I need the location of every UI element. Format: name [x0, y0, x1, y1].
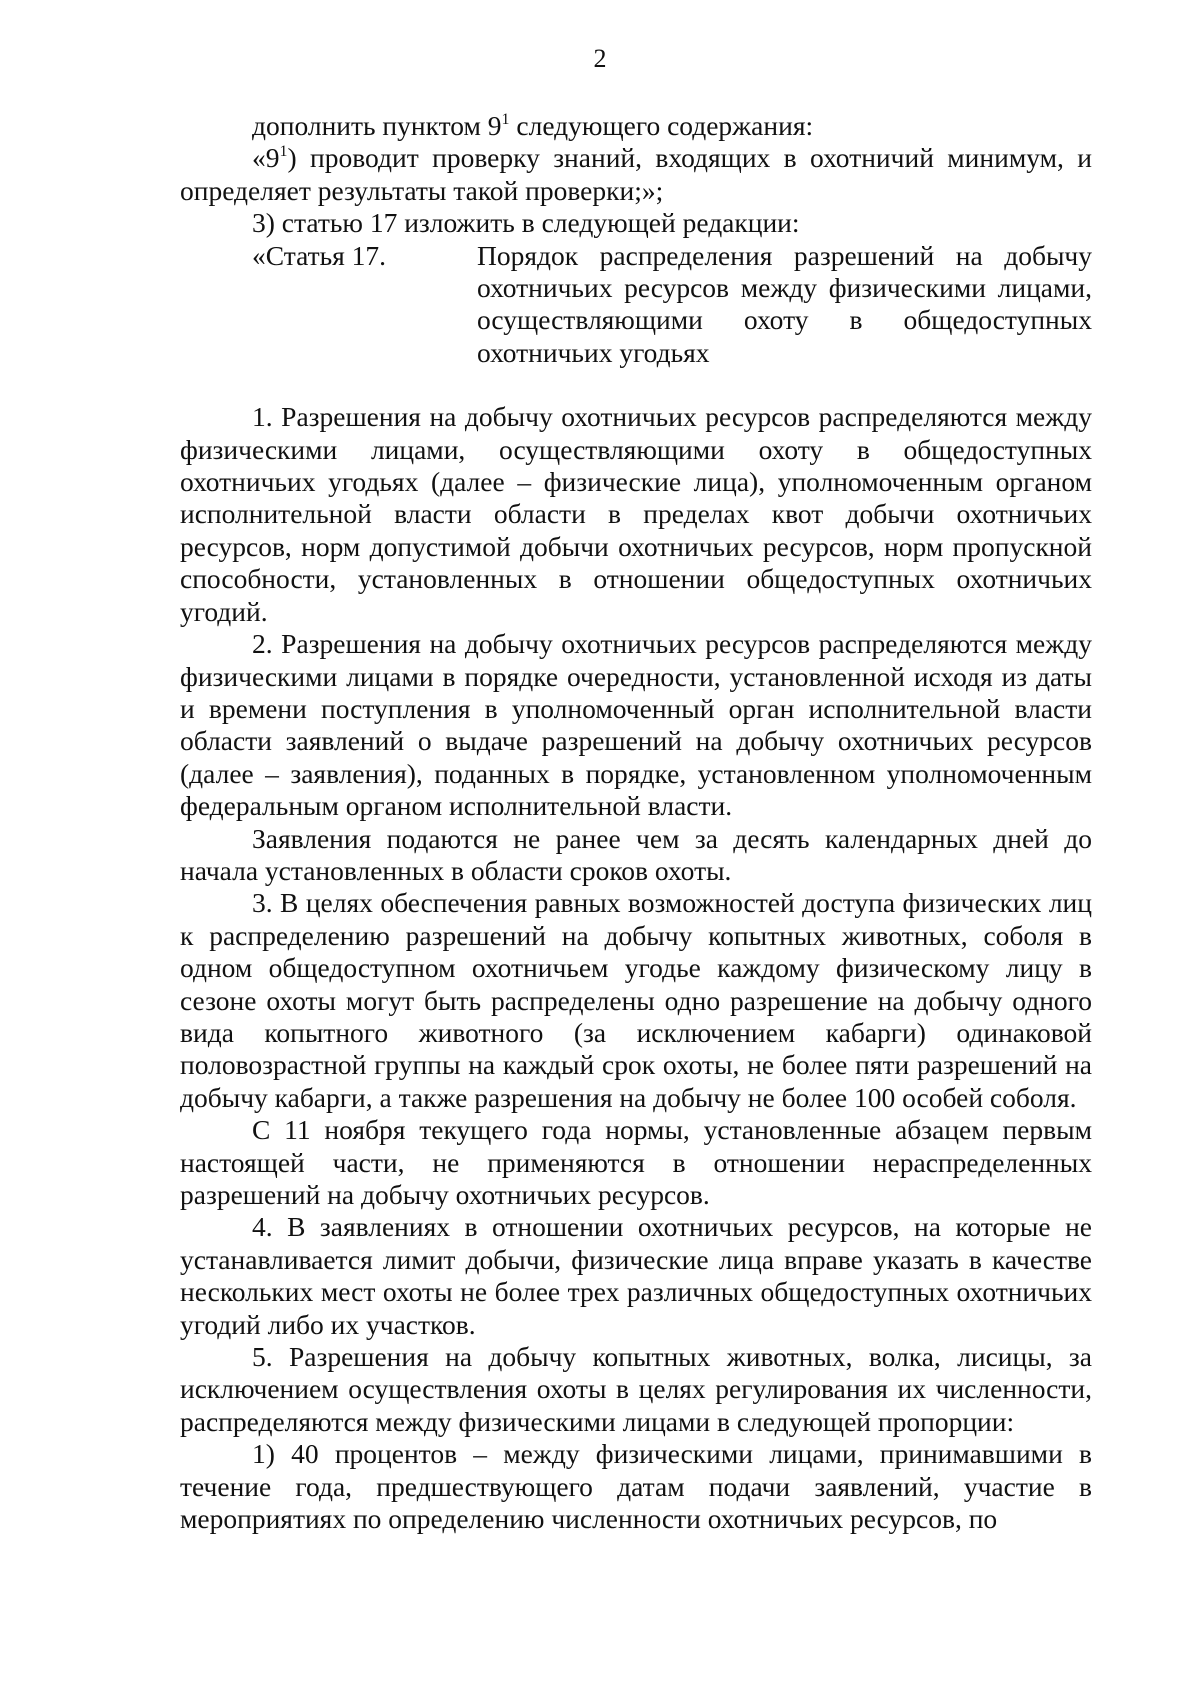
document-body [180, 110, 1092, 1535]
article-label: «Статья 17. [252, 239, 387, 271]
paragraph-4: 4. В заявлениях в отношении охотничьих ресурсов, на которые не устанавливается лимит добычи, физические лица вправе указать в качестве нескольких мест охоты не более трех различных общедоступных охотничьих угодий либо их участков. [180, 1211, 1092, 1340]
article-heading [180, 240, 1092, 370]
paragraph-5: 5. Разрешения на добычу копытных животных, волка, лисицы, за исключением осуществления охоты в целях регулирования их численности, распределяются между физическими лицами в следующей пропорции: [180, 1341, 1092, 1437]
paragraph-3: 3. В целях обеспечения равных возможностей доступа физических лиц к распределению разрешений на добычу копытных животных, соболя в одном общедоступном охотничьем угодье каждому физическому лицу в сезоне охоты могут быть распределены одно разрешение на добычу одного вида копытного животного (за исключением кабарги) одинаковой половозрастной группы на каждый срок охоты, не более пяти разрешений на добычу кабарги, а также разрешения на добычу не более 100 особей соболя. [180, 887, 1092, 1113]
article-title: Порядок распределения разрешений на добычу охотничьих ресурсов между физическими лицами, осуществляющими охоту в общедоступных охотничьих угодьях [477, 239, 1092, 368]
point-3: 3) статью 17 изложить в следующей редакции: [252, 207, 800, 239]
page-number: 2 [593, 44, 607, 73]
paragraph-1: 1. Разрешения на добычу охотничьих ресурсов распределяются между физическими лицами, осуществляющими охоту в общедоступных охотничьих угодьях (далее – физические лица), уполномоченным органом исполнительной власти области в пределах квот добычи охотничьих ресурсов, норм допустимой добычи охотничьих ресурсов, норм пропускной способности, установленных в отношении общедоступных охотничьих угодий. [180, 401, 1092, 627]
paragraph-5-item-1: 1) 40 процентов – между физическими лицами, принимавшими в течение года, предшествующего датам подачи заявлений, участие в мероприятиях по определению численности охотничьих ресурсов, по [180, 1438, 1092, 1535]
spacer [180, 369, 1092, 401]
paragraph-2-second: Заявления подаются не ранее чем за десять календарных дней до начала установленных в области сроков охоты. [180, 822, 1092, 886]
intro-item-9-1: «$9^1$) проводит проверку знаний, входящих в охотничий минимум, и определяет результаты такой проверки;»; [180, 142, 1092, 206]
intro-line: дополнить пунктом $9^1$ следующего содержания: [252, 110, 814, 141]
paragraph-2: 2. Разрешения на добычу охотничьих ресурсов распределяются между физическими лицами в порядке очередности, установленной исходя из даты и времени поступления в уполномоченный орган исполнительной власти области заявлений о выдаче разрешений на добычу охотничьих ресурсов (далее – заявления), поданных в порядке, установленном уполномоченным федеральным органом исполнительной власти. [180, 628, 1092, 822]
paragraph-3-second: С 11 ноября текущего года нормы, установленные абзацем первым настоящей части, не применяются в отношении нераспределенных разрешений на добычу охотничьих ресурсов. [180, 1114, 1092, 1210]
